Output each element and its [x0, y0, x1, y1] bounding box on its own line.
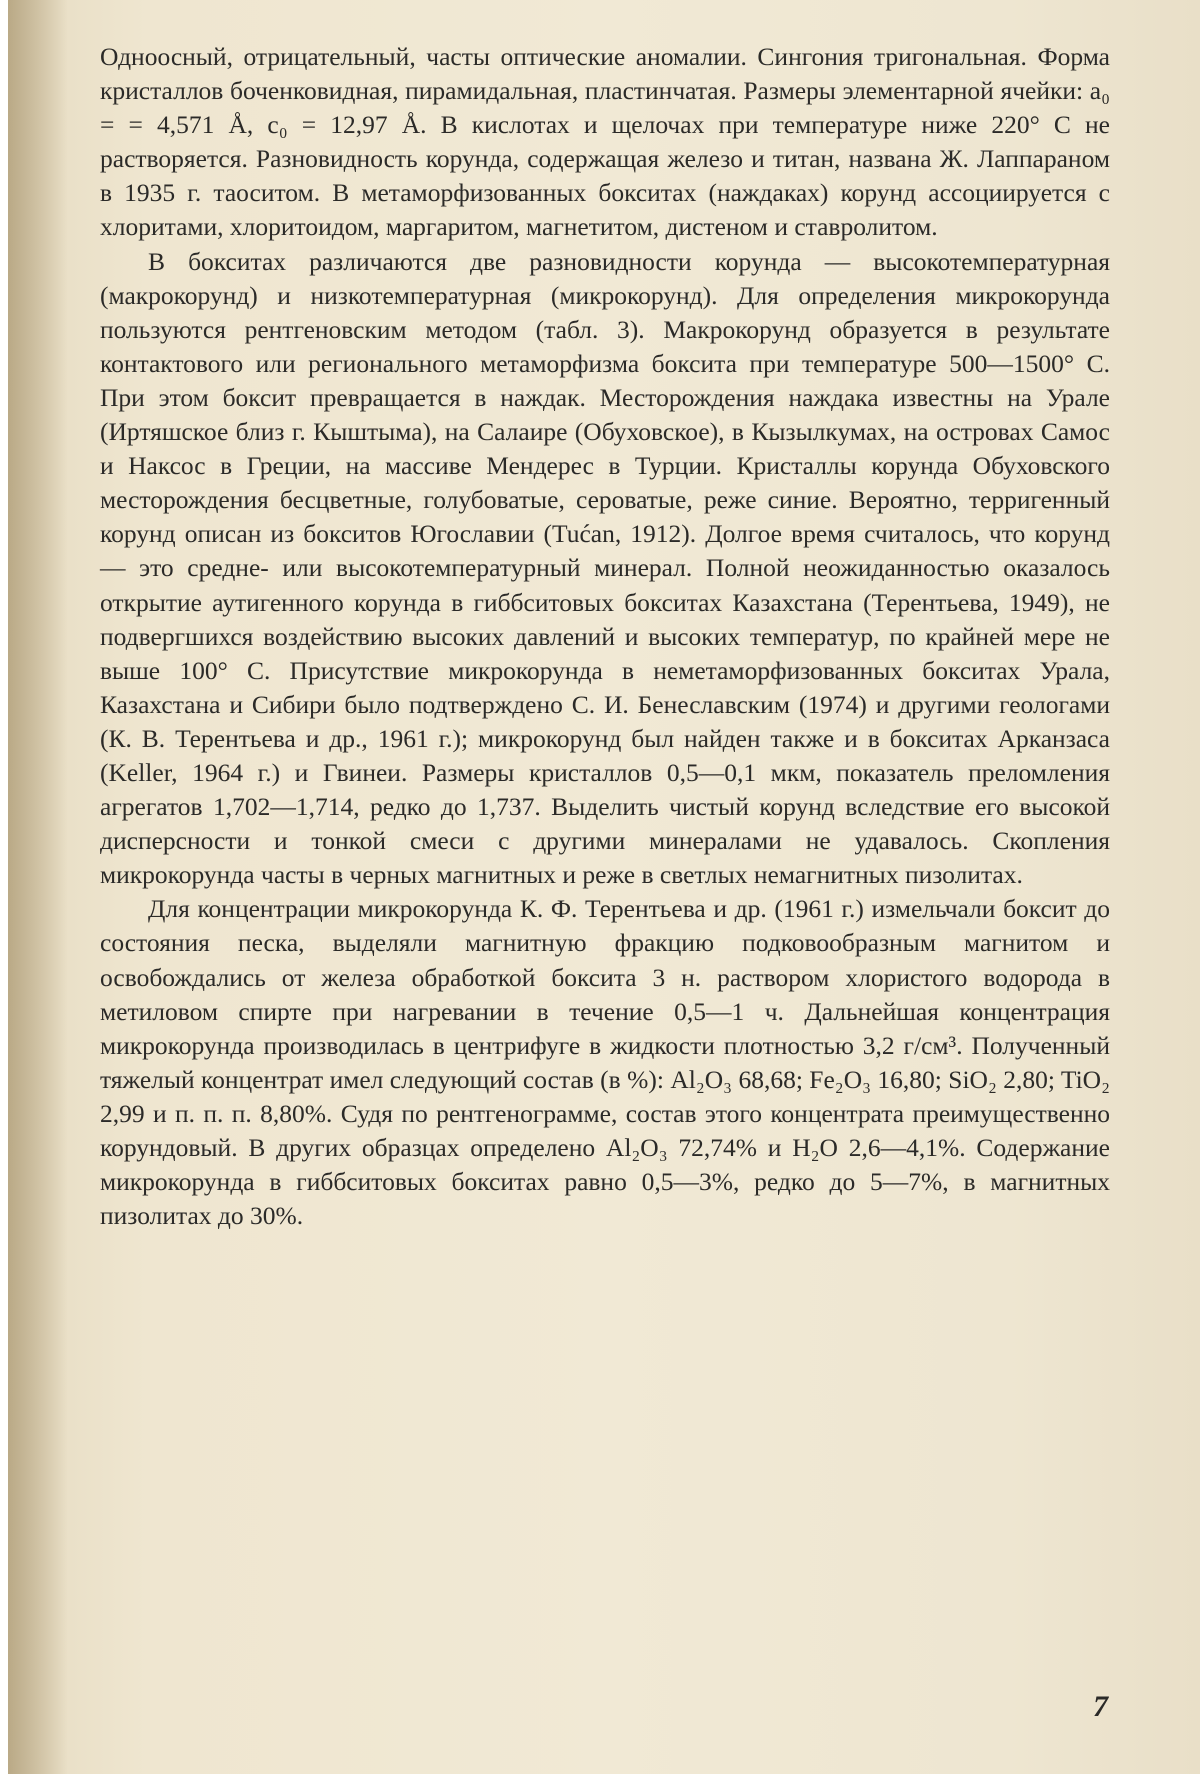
- paragraph-1: Одноосный, отрицательный, часты оптические аномалии. Сингония тригональная. Форма кристаллов боченковидная, пирамидальная, пластинчатая. Размеры элементарной ячейки: a₀ = = 4,571 Å, c₀ = 12,97 Å. В кислотах и щелочах при температуре ниже 220° C не растворяется. Разновидность корунда, содержащая железо и титан, названа Ж. Лаппараном в 1935 г. таоситом. В метаморфизованных бокситах (наждаках) корунд ассоциируется с хлоритами, хлоритоидом, маргаритом, магнетитом, дистеном и ставролитом.: [100, 42, 1110, 242]
- paragraph-2: В бокситах различаются две разновидности корунда — высокотемпературная (макрокорунд) и низкотемпературная (микрокорунд). Для определения микрокорунда пользуются рентгеновским методом (табл. 3). Макрокорунд образуется в результате контактового или регионального метаморфизма боксита при температуре 500—1500° C. При этом боксит превращается в наждак. Месторождения наждака известны на Урале (Иртяшское близ г. Кыштыма), на Салаире (Обуховское), в Кызылкумах, на островах Самос и Наксос в Греции, на массиве Мендерес в Турции. Кристаллы корунда Обуховского месторождения бесцветные, голубоватые, сероватые, реже синие. Вероятно, терригенный корунд описан из бокситов Югославии (Tućan, 1912). Долгое время считалось, что корунд — это средне- или высокотемпературный минерал. Полной неожиданностью оказалось открытие аутигенного корунда в гиббситовых бокситах Казахстана (Терентьева, 1949), не подвергшихся воздействию высоких давлений и высоких температур, по крайней мере не выше 100° C. Присутствие микрокорунда в неметаморфизованных бокситах Урала, Казахстана и Сибири было подтверждено С. И. Бенеславским (1974) и другими геологами (К. В. Терентьева и др., 1961 г.); микрокорунд был найден также и в бокситах Арканзаса (Keller, 1964 г.) и Гвинеи. Размеры кристаллов 0,5—0,1 мкм, показатель преломления агрегатов 1,702—1,714, редко до 1,737. Выделить чистый корунд вследствие его высокой дисперсности и тонкой смеси с другими минералами не удавалось. Скопления микрокорунда часты в черных магнитных и реже в светлых немагнитных пизолитах.: [100, 246, 1110, 890]
- page-number: 7: [1093, 1690, 1108, 1723]
- body-text: [100, 40, 1110, 1233]
- paragraph-3: Для концентрации микрокорунда К. Ф. Терентьева и др. (1961 г.) измельчали боксит до состояния песка, выделяли магнитную фракцию подковообразным магнитом и освобождались от железа обработкой боксита 3 н. раствором хлористого водорода в метиловом спирте при нагревании в течение 0,5—1 ч. Дальнейшая концентрация микрокорунда производилась в центрифуге в жидкости плотностью 3,2 г/см³. Полученный тяжелый концентрат имел следующий состав (в %): Al₂O₃ 68,68; Fe₂O₃ 16,80; SiO₂ 2,80; TiO₂ 2,99 и п. п. п. 8,80%. Судя по рентгенограмме, состав этого концентрата преимущественно корундовый. В других образцах определено Al₂O₃ 72,74% и H₂O 2,6—4,1%. Содержание микрокорунда в гиббситовых бокситах равно 0,5—3%, редко до 5—7%, в магнитных пизолитах до 30%.: [100, 894, 1110, 1231]
- book-page: [8, 0, 1200, 1774]
- binding-shadow: [8, 0, 68, 1774]
